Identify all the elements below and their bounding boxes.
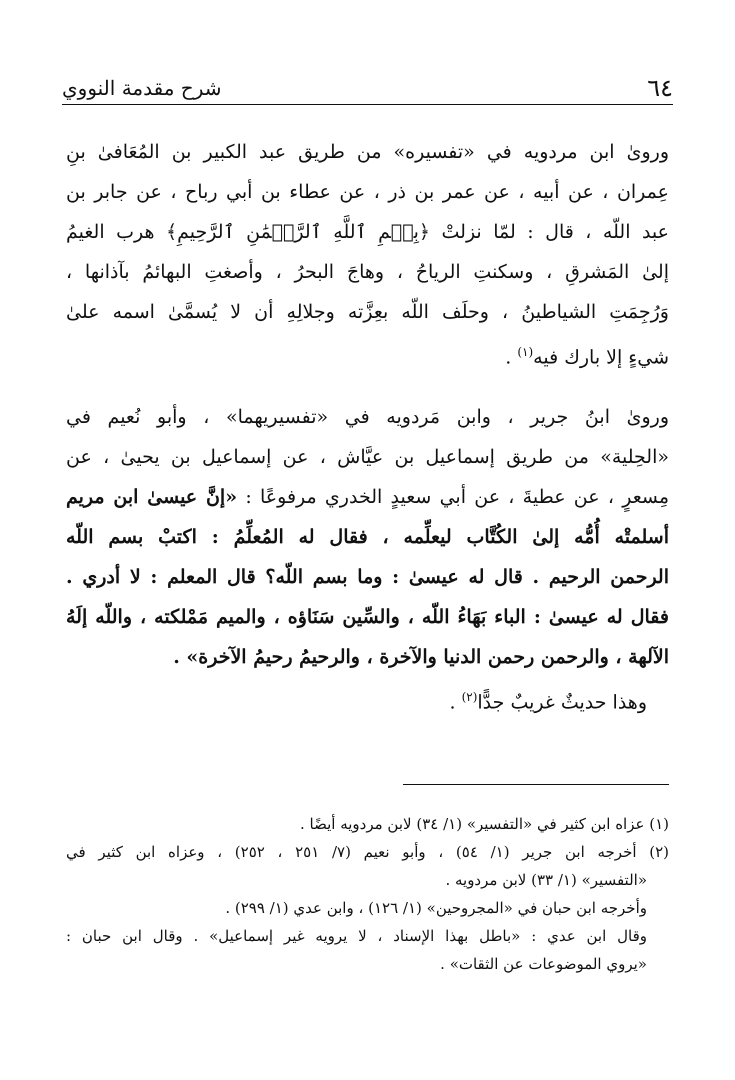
footnote-2-cont: وأخرجه ابن حبان في «المجروحین» (١/ ١٢٦) ، وابن عدي (١/ ٢٩٩) . (225, 899, 647, 917)
paragraph-1 (66, 132, 669, 377)
hadith-line: فقال له عیسیٰ : الباء بَهَاءُ اللّه ، والسِّین سَنَاؤه ، والمیم مَمْلکته ، واللّه إلَهُ (66, 606, 669, 629)
hadith-text-start: «إنَّ عیسیٰ ابن مریم (66, 486, 238, 509)
footnote-2-cont: «یروي الموضوعات عن الثقات» . (440, 955, 647, 973)
footnote-ref[interactable]: (٢) (461, 690, 478, 705)
footnote-2-cont: وقال ابن عدي : «باطل بهذا الإسناد ، لا یرویه غیر إسماعیل» . وقال ابن حبان : (66, 927, 647, 945)
hadith-line: الآلهة ، والرحمن رحمن الدنیا والآخرة ، والرحیمُ رحیمُ الآخرة» . (173, 646, 669, 669)
text-line: «الحِلیة» من طریق إسماعیل بن عیَّاش ، عن إسماعیل بن یحییٰ ، عن (66, 446, 669, 469)
text-line: مِسعرٍ ، عن عطیةَ ، عن أبي سعیدٍ الخدري مرفوعًا : «إنَّ عیسیٰ ابن مریم (66, 486, 670, 509)
text-line: ورویٰ ابن مردویه في «تفسیره» من طریق عبد الکبیر بن المُعَافیٰ بنِ (66, 141, 669, 163)
footnote-2-cont: «التفسیر» (١/ ٣٣) لابن مردویه . (445, 871, 647, 889)
text-line: عِمران ، عن أبیه ، عن عمر بن ذر ، عن عطاء بن أبي رباح ، عن جابر بن (66, 181, 669, 203)
hadith-line: أسلمتْه أُمُّه إلیٰ الکُتَّاب لیعلِّمه ، فقال له المُعلِّمُ : اکتبْ بسم اللّه (66, 526, 669, 549)
text-line: وَرُجِمَتِ الشیاطینُ ، وحلَف اللّه بعِزَّته وجلالِهِ أن لا یُسمَّیٰ اسمه علیٰ (66, 301, 669, 323)
text-line: ورویٰ ابنُ جریر ، وابن مَردویه في «تفسیریهما» ، وأبو نُعیم في (66, 406, 669, 429)
main-text (66, 132, 669, 723)
paragraph-2 (66, 397, 669, 722)
running-title: شرح مقدمة النووي (62, 76, 222, 100)
page-header (62, 64, 673, 105)
footnotes (66, 810, 669, 978)
text-line: عبد اللّه ، قال : لمّا نزلتْ ﴿بِسۡمِ ٱللَّهِ ٱلرَّحۡمَٰنِ ٱلرَّحِيمِ﴾ هرب الغیمُ (66, 221, 669, 243)
footnote-separator (403, 784, 669, 785)
text-line: شيءٍ إلا بارك فیه$^{(١)}$ . (505, 345, 669, 369)
footnote-ref[interactable]: (١) (517, 345, 534, 359)
closing-line: وهذا حدیثٌ غریبٌ جدًّا$^{(٢)}$ . (449, 690, 647, 714)
hadith-line: الرحمن الرحیم . قال له عیسیٰ : وما بسم اللّه؟ قال المعلم : لا أدري . (66, 566, 669, 589)
page-number: ٦٤ (647, 74, 673, 102)
footnote-1: (١) عزاه ابن کثیر في «التفسیر» (١/ ٣٤) لابن مردویه أیضًا . (299, 815, 669, 833)
footnote-2: (٢) أخرجه ابن جریر (١/ ٥٤) ، وأبو نعیم (٧/ ٢٥١ ، ٢٥٢) ، وعزاه ابن کثیر في (66, 843, 669, 861)
text-line: إلیٰ المَشرقِ ، وسکنتِ الریاحُ ، وهاجَ البحرُ ، وأصغتِ البهائمُ بآذانها ، (66, 261, 669, 283)
